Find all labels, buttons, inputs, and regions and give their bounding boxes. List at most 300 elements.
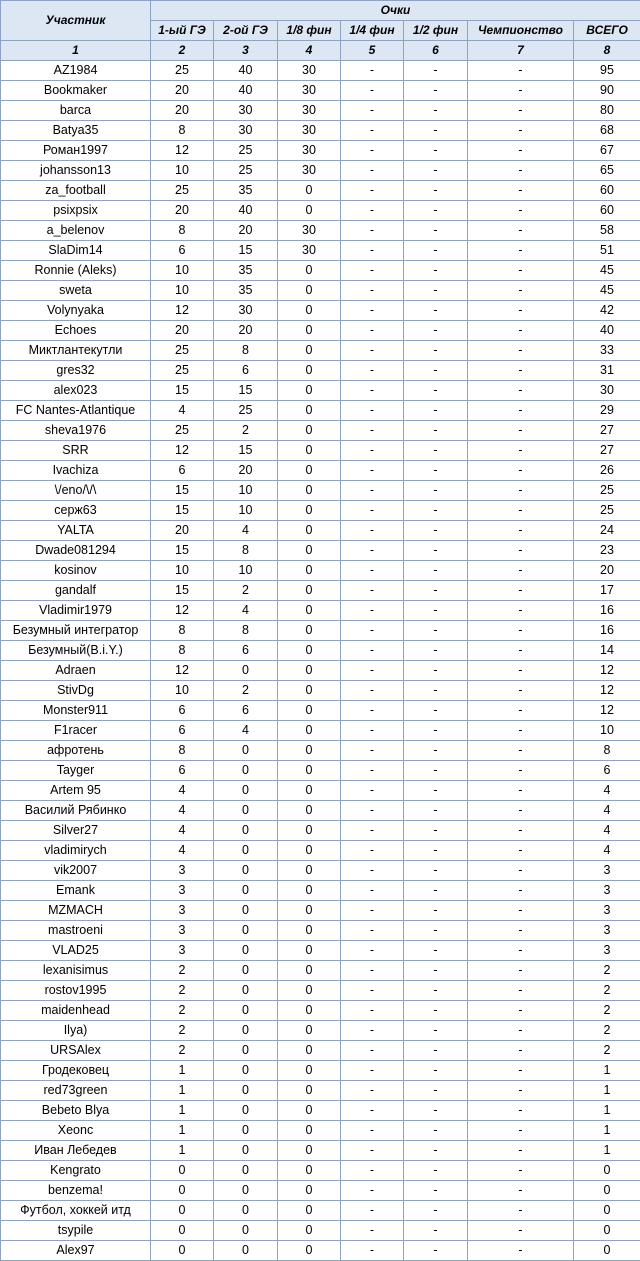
semifinal-points: -: [404, 121, 468, 141]
round-of-16-points: 30: [278, 141, 341, 161]
semifinal-points: -: [404, 501, 468, 521]
semifinal-points: -: [404, 901, 468, 921]
group-stage-1-points: 0: [151, 1161, 214, 1181]
championship-points: -: [468, 1141, 574, 1161]
round-of-16-points: 0: [278, 901, 341, 921]
total-points: 0: [574, 1161, 640, 1181]
group-stage-2-points: 8: [214, 341, 278, 361]
group-stage-2-points: 0: [214, 661, 278, 681]
group-stage-1-points: 10: [151, 681, 214, 701]
championship-points: -: [468, 101, 574, 121]
group-stage-2-points: 10: [214, 501, 278, 521]
participant-name: Xeonc: [1, 1121, 151, 1141]
round-of-16-points: 0: [278, 1161, 341, 1181]
participant-name: афротень: [1, 741, 151, 761]
group-stage-1-points: 0: [151, 1201, 214, 1221]
group-stage-1-points: 8: [151, 121, 214, 141]
round-of-16-points: 0: [278, 1181, 341, 1201]
table-row: [1, 401, 640, 421]
group-stage-1-points: 3: [151, 861, 214, 881]
table-row: [1, 781, 640, 801]
group-stage-2-points: 30: [214, 301, 278, 321]
quarterfinal-points: -: [341, 681, 404, 701]
championship-points: -: [468, 941, 574, 961]
table-row: [1, 321, 640, 341]
table-row: [1, 641, 640, 661]
round-of-16-points: 0: [278, 301, 341, 321]
group-stage-2-points: 40: [214, 61, 278, 81]
championship-points: -: [468, 561, 574, 581]
semifinal-points: -: [404, 541, 468, 561]
semifinal-points: -: [404, 721, 468, 741]
total-points: 14: [574, 641, 640, 661]
table-row: [1, 741, 640, 761]
quarterfinal-points: -: [341, 361, 404, 381]
group-stage-1-points: 1: [151, 1121, 214, 1141]
total-points: 1: [574, 1061, 640, 1081]
quarterfinal-points: -: [341, 481, 404, 501]
group-stage-2-points: 0: [214, 1121, 278, 1141]
table-row: [1, 361, 640, 381]
participant-name: YALTA: [1, 521, 151, 541]
quarterfinal-points: -: [341, 521, 404, 541]
column-number: 7: [468, 41, 574, 61]
round-of-16-points: 0: [278, 881, 341, 901]
table-row: [1, 421, 640, 441]
round-of-16-points: 0: [278, 761, 341, 781]
total-points: 2: [574, 1041, 640, 1061]
group-stage-2-points: 6: [214, 641, 278, 661]
participant-name: tsypile: [1, 1221, 151, 1241]
total-points: 3: [574, 881, 640, 901]
participant-name: Dwade081294: [1, 541, 151, 561]
total-points: 4: [574, 801, 640, 821]
participant-name: Bebeto Blya: [1, 1101, 151, 1121]
semifinal-points: -: [404, 1061, 468, 1081]
semifinal-points: -: [404, 1121, 468, 1141]
round-of-16-points: 0: [278, 201, 341, 221]
quarterfinal-points: -: [341, 121, 404, 141]
round-of-16-points: 0: [278, 341, 341, 361]
total-points: 26: [574, 461, 640, 481]
semifinal-points: -: [404, 921, 468, 941]
group-stage-2-points: 0: [214, 821, 278, 841]
semifinal-points: -: [404, 201, 468, 221]
table-row: [1, 1041, 640, 1061]
quarterfinal-points: -: [341, 621, 404, 641]
round-of-16-points: 0: [278, 1081, 341, 1101]
column-number: 6: [404, 41, 468, 61]
participant-name: johansson13: [1, 161, 151, 181]
championship-points: -: [468, 401, 574, 421]
round-of-16-points: 0: [278, 1241, 341, 1261]
quarterfinal-points: -: [341, 181, 404, 201]
group-stage-1-points: 12: [151, 601, 214, 621]
total-points: 29: [574, 401, 640, 421]
table-row: [1, 661, 640, 681]
semifinal-points: -: [404, 941, 468, 961]
round-of-16-points: 0: [278, 281, 341, 301]
participant-name: Alex97: [1, 1241, 151, 1261]
total-points: 60: [574, 181, 640, 201]
participant-name: FC Nantes-Atlantique: [1, 401, 151, 421]
table-row: [1, 1101, 640, 1121]
championship-points: -: [468, 161, 574, 181]
round-of-16-points: 0: [278, 361, 341, 381]
quarterfinal-points: -: [341, 921, 404, 941]
total-points: 2: [574, 1001, 640, 1021]
table-row: [1, 501, 640, 521]
round-of-16-points: 0: [278, 861, 341, 881]
semifinal-points: -: [404, 301, 468, 321]
quarterfinal-points: -: [341, 381, 404, 401]
round-of-16-points: 30: [278, 221, 341, 241]
participant-name: StivDg: [1, 681, 151, 701]
championship-points: -: [468, 141, 574, 161]
championship-points: -: [468, 1101, 574, 1121]
semifinal-points: -: [404, 841, 468, 861]
group-stage-1-points: 20: [151, 321, 214, 341]
column-number: 5: [341, 41, 404, 61]
group-stage-1-points: 3: [151, 921, 214, 941]
participant-name: серж63: [1, 501, 151, 521]
championship-points: -: [468, 921, 574, 941]
table-body: [1, 61, 640, 1261]
championship-points: -: [468, 541, 574, 561]
total-points: 0: [574, 1241, 640, 1261]
round-of-16-points: 0: [278, 1041, 341, 1061]
quarterfinal-points: -: [341, 281, 404, 301]
group-stage-1-points: 15: [151, 581, 214, 601]
quarterfinal-points: -: [341, 641, 404, 661]
quarterfinal-points: -: [341, 1081, 404, 1101]
round-of-16-points: 0: [278, 841, 341, 861]
group-stage-1-points: 4: [151, 401, 214, 421]
semifinal-points: -: [404, 281, 468, 301]
total-points: 25: [574, 501, 640, 521]
participant-name: sweta: [1, 281, 151, 301]
quarterfinal-points: -: [341, 1001, 404, 1021]
group-stage-1-points: 8: [151, 621, 214, 641]
total-points: 1: [574, 1101, 640, 1121]
table-row: [1, 601, 640, 621]
semifinal-points: -: [404, 1161, 468, 1181]
group-stage-2-points: 0: [214, 1041, 278, 1061]
semifinal-points: -: [404, 141, 468, 161]
participant-name: AZ1984: [1, 61, 151, 81]
participant-name: a_belenov: [1, 221, 151, 241]
table-row: [1, 1161, 640, 1181]
table-row: [1, 141, 640, 161]
quarterfinal-points: -: [341, 1021, 404, 1041]
group-stage-1-points: 8: [151, 741, 214, 761]
total-points: 0: [574, 1201, 640, 1221]
participant-name: za_football: [1, 181, 151, 201]
semifinal-points: -: [404, 561, 468, 581]
group-stage-1-points: 4: [151, 781, 214, 801]
total-points: 33: [574, 341, 640, 361]
semifinal-points: -: [404, 621, 468, 641]
semifinal-points: -: [404, 701, 468, 721]
group-stage-1-points: 15: [151, 541, 214, 561]
quarterfinal-points: -: [341, 1041, 404, 1061]
table-row: [1, 861, 640, 881]
championship-points: -: [468, 361, 574, 381]
round-of-16-points: 0: [278, 1221, 341, 1241]
group-stage-1-points: 2: [151, 981, 214, 1001]
semifinal-points: -: [404, 601, 468, 621]
semifinal-points: -: [404, 781, 468, 801]
group-stage-2-points: 8: [214, 541, 278, 561]
column-header-championship: Чемпионство: [468, 21, 574, 41]
group-stage-2-points: 0: [214, 1201, 278, 1221]
group-stage-2-points: 35: [214, 261, 278, 281]
group-stage-1-points: 10: [151, 281, 214, 301]
table-row: [1, 81, 640, 101]
table-row: [1, 1121, 640, 1141]
quarterfinal-points: -: [341, 801, 404, 821]
column-number: 8: [574, 41, 640, 61]
total-points: 10: [574, 721, 640, 741]
championship-points: -: [468, 1081, 574, 1101]
table-row: [1, 241, 640, 261]
participant-name: Artem 95: [1, 781, 151, 801]
total-points: 27: [574, 421, 640, 441]
championship-points: -: [468, 441, 574, 461]
semifinal-points: -: [404, 681, 468, 701]
participant-name: rostov1995: [1, 981, 151, 1001]
championship-points: -: [468, 121, 574, 141]
group-stage-2-points: 20: [214, 321, 278, 341]
quarterfinal-points: -: [341, 981, 404, 1001]
quarterfinal-points: -: [341, 301, 404, 321]
round-of-16-points: 0: [278, 781, 341, 801]
total-points: 12: [574, 681, 640, 701]
championship-points: -: [468, 281, 574, 301]
table-row: [1, 521, 640, 541]
participant-name: Ilya): [1, 1021, 151, 1041]
participant-name: mastroeni: [1, 921, 151, 941]
table-row: [1, 941, 640, 961]
semifinal-points: -: [404, 961, 468, 981]
points-header: Очки: [151, 1, 640, 21]
total-points: 45: [574, 261, 640, 281]
group-stage-1-points: 6: [151, 761, 214, 781]
quarterfinal-points: -: [341, 1221, 404, 1241]
group-stage-1-points: 25: [151, 421, 214, 441]
column-number: 2: [151, 41, 214, 61]
table-row: [1, 801, 640, 821]
table-row: [1, 1141, 640, 1161]
quarterfinal-points: -: [341, 581, 404, 601]
round-of-16-points: 0: [278, 521, 341, 541]
championship-points: -: [468, 681, 574, 701]
quarterfinal-points: -: [341, 501, 404, 521]
championship-points: -: [468, 961, 574, 981]
column-number: 1: [1, 41, 151, 61]
championship-points: -: [468, 641, 574, 661]
championship-points: -: [468, 1161, 574, 1181]
semifinal-points: -: [404, 161, 468, 181]
championship-points: -: [468, 1181, 574, 1201]
total-points: 2: [574, 981, 640, 1001]
table-row: [1, 221, 640, 241]
quarterfinal-points: -: [341, 901, 404, 921]
table-row: [1, 961, 640, 981]
group-stage-2-points: 4: [214, 521, 278, 541]
quarterfinal-points: -: [341, 781, 404, 801]
quarterfinal-points: -: [341, 1101, 404, 1121]
participant-name: Echoes: [1, 321, 151, 341]
table-row: [1, 1221, 640, 1241]
championship-points: -: [468, 741, 574, 761]
semifinal-points: -: [404, 1141, 468, 1161]
table-row: [1, 821, 640, 841]
table-row: [1, 1021, 640, 1041]
group-stage-2-points: 0: [214, 841, 278, 861]
championship-points: -: [468, 841, 574, 861]
group-stage-2-points: 10: [214, 481, 278, 501]
total-points: 16: [574, 621, 640, 641]
group-stage-1-points: 15: [151, 481, 214, 501]
group-stage-1-points: 15: [151, 381, 214, 401]
participant-name: Kengrato: [1, 1161, 151, 1181]
total-points: 65: [574, 161, 640, 181]
quarterfinal-points: -: [341, 1141, 404, 1161]
table-row: [1, 1241, 640, 1261]
quarterfinal-points: -: [341, 661, 404, 681]
total-points: 3: [574, 861, 640, 881]
semifinal-points: -: [404, 1081, 468, 1101]
semifinal-points: -: [404, 1101, 468, 1121]
championship-points: -: [468, 801, 574, 821]
championship-points: -: [468, 461, 574, 481]
round-of-16-points: 0: [278, 321, 341, 341]
round-of-16-points: 30: [278, 161, 341, 181]
quarterfinal-points: -: [341, 1241, 404, 1261]
participant-name: Monster911: [1, 701, 151, 721]
quarterfinal-points: -: [341, 761, 404, 781]
participant-name: Vladimir1979: [1, 601, 151, 621]
participant-name: benzema!: [1, 1181, 151, 1201]
quarterfinal-points: -: [341, 461, 404, 481]
quarterfinal-points: -: [341, 1201, 404, 1221]
group-stage-2-points: 15: [214, 441, 278, 461]
quarterfinal-points: -: [341, 1121, 404, 1141]
championship-points: -: [468, 1041, 574, 1061]
participant-header: Участник: [1, 1, 151, 41]
round-of-16-points: 0: [278, 1101, 341, 1121]
group-stage-1-points: 20: [151, 81, 214, 101]
championship-points: -: [468, 321, 574, 341]
semifinal-points: -: [404, 1041, 468, 1061]
column-header-quarterfinal: 1/4 фин: [341, 21, 404, 41]
quarterfinal-points: -: [341, 341, 404, 361]
group-stage-1-points: 12: [151, 441, 214, 461]
semifinal-points: -: [404, 741, 468, 761]
participant-name: maidenhead: [1, 1001, 151, 1021]
total-points: 16: [574, 601, 640, 621]
participant-name: SRR: [1, 441, 151, 461]
participant-name: alex023: [1, 381, 151, 401]
championship-points: -: [468, 241, 574, 261]
group-stage-2-points: 8: [214, 621, 278, 641]
group-stage-2-points: 0: [214, 1081, 278, 1101]
participant-name: Василий Рябинко: [1, 801, 151, 821]
table-row: [1, 1001, 640, 1021]
round-of-16-points: 0: [278, 621, 341, 641]
table-row: [1, 1201, 640, 1221]
semifinal-points: -: [404, 661, 468, 681]
round-of-16-points: 0: [278, 261, 341, 281]
group-stage-1-points: 10: [151, 561, 214, 581]
total-points: 60: [574, 201, 640, 221]
participant-name: Футбол, хоккей итд: [1, 1201, 151, 1221]
semifinal-points: -: [404, 321, 468, 341]
semifinal-points: -: [404, 881, 468, 901]
group-stage-1-points: 3: [151, 881, 214, 901]
participant-name: vik2007: [1, 861, 151, 881]
table-row: [1, 761, 640, 781]
championship-points: -: [468, 1001, 574, 1021]
semifinal-points: -: [404, 441, 468, 461]
group-stage-1-points: 0: [151, 1181, 214, 1201]
group-stage-2-points: 25: [214, 161, 278, 181]
championship-points: -: [468, 881, 574, 901]
round-of-16-points: 0: [278, 801, 341, 821]
group-stage-2-points: 0: [214, 961, 278, 981]
round-of-16-points: 0: [278, 1121, 341, 1141]
total-points: 31: [574, 361, 640, 381]
participant-name: Bookmaker: [1, 81, 151, 101]
total-points: 95: [574, 61, 640, 81]
group-stage-1-points: 6: [151, 701, 214, 721]
round-of-16-points: 0: [278, 181, 341, 201]
group-stage-1-points: 1: [151, 1101, 214, 1121]
quarterfinal-points: -: [341, 741, 404, 761]
group-stage-1-points: 25: [151, 61, 214, 81]
championship-points: -: [468, 1241, 574, 1261]
table-row: [1, 621, 640, 641]
semifinal-points: -: [404, 1221, 468, 1241]
total-points: 58: [574, 221, 640, 241]
table-row: [1, 381, 640, 401]
group-stage-2-points: 0: [214, 941, 278, 961]
quarterfinal-points: -: [341, 561, 404, 581]
group-stage-2-points: 0: [214, 881, 278, 901]
round-of-16-points: 0: [278, 1141, 341, 1161]
participant-name: Emank: [1, 881, 151, 901]
championship-points: -: [468, 1061, 574, 1081]
round-of-16-points: 0: [278, 561, 341, 581]
semifinal-points: -: [404, 821, 468, 841]
quarterfinal-points: -: [341, 881, 404, 901]
quarterfinal-points: -: [341, 101, 404, 121]
table-row: [1, 441, 640, 461]
semifinal-points: -: [404, 421, 468, 441]
semifinal-points: -: [404, 1201, 468, 1221]
group-stage-2-points: 35: [214, 281, 278, 301]
group-stage-1-points: 3: [151, 941, 214, 961]
participant-name: Batya35: [1, 121, 151, 141]
quarterfinal-points: -: [341, 861, 404, 881]
total-points: 27: [574, 441, 640, 461]
table-row: [1, 341, 640, 361]
total-points: 12: [574, 661, 640, 681]
group-stage-1-points: 12: [151, 141, 214, 161]
total-points: 4: [574, 841, 640, 861]
round-of-16-points: 0: [278, 681, 341, 701]
